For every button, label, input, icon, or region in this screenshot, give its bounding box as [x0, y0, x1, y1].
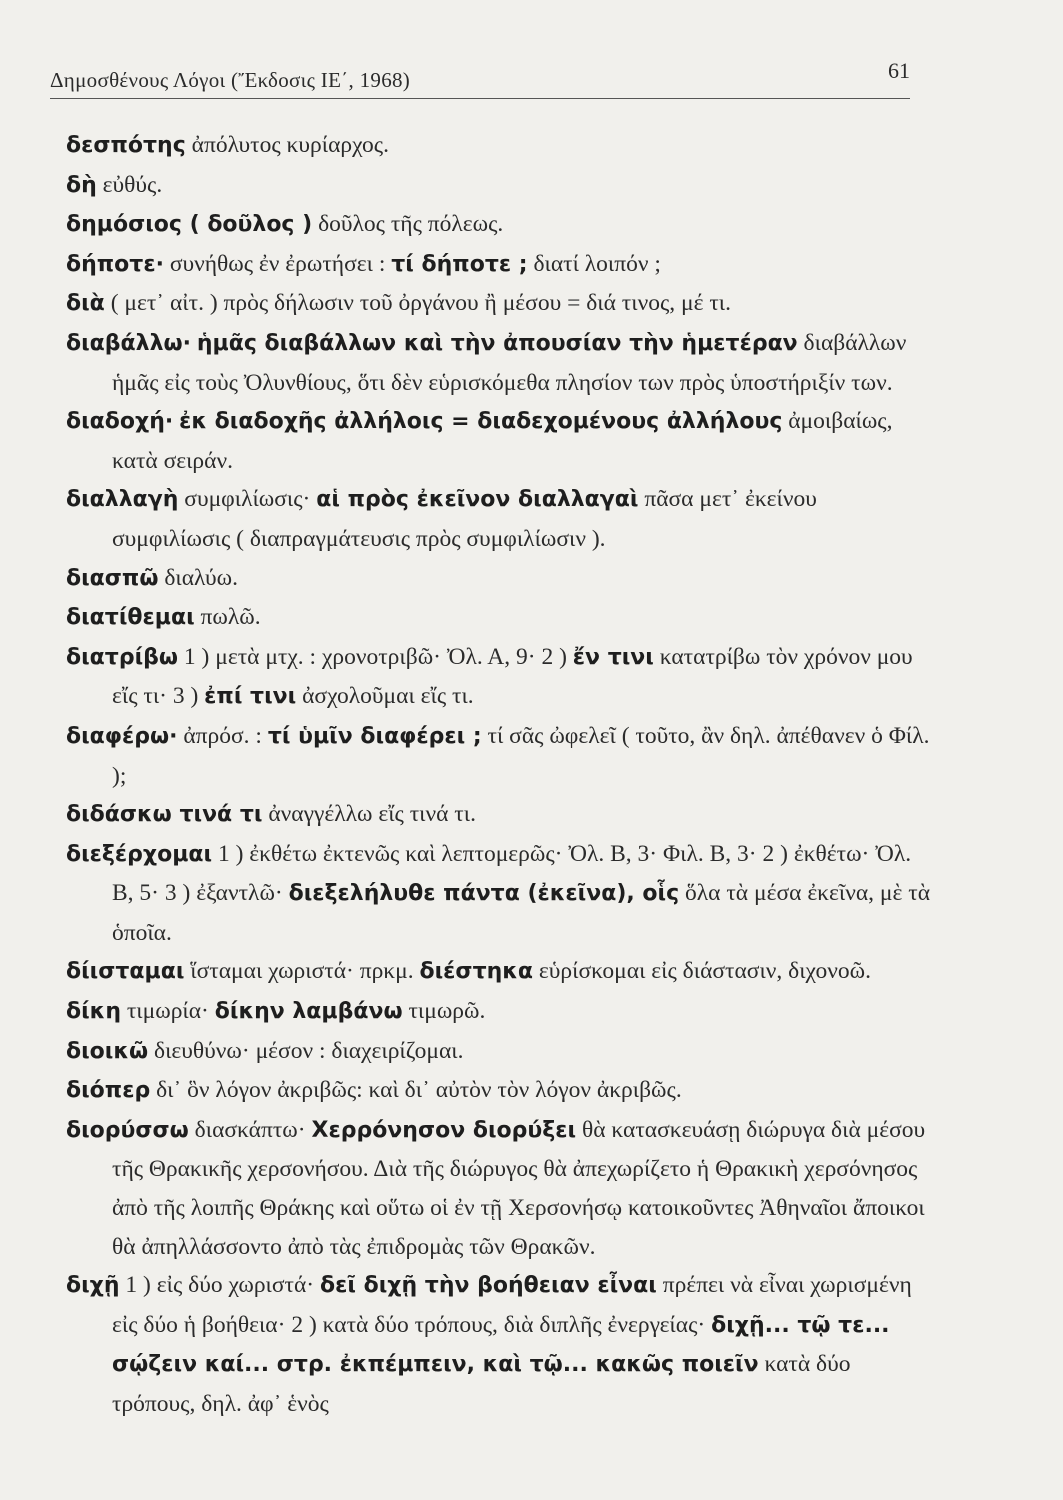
entry-definition: πρέπει νὰ εἶναι χωρισμένη εἰς δύο ἡ βοήθεια· 2 ) κατὰ δύο τρόπους, διὰ διπλῆς ἐνεργείας·	[112, 1272, 912, 1338]
glossary-entry	[66, 598, 936, 638]
entry-headword: δήποτε·	[66, 251, 164, 277]
entry-definition: ἵσταμαι χωριστά· πρκμ.	[184, 958, 420, 985]
entry-definition: διευθύνω· μέσον : διαχειρίζομαι.	[148, 1037, 464, 1064]
entry-definition: τί σᾶς ὠφελεῖ ( τοῦτο, ἂν δηλ. ἀπέθανεν ὁ Φίλ. );	[112, 722, 930, 789]
entry-definition: πωλῶ.	[194, 604, 261, 631]
entry-phrase: ἐκ διαδοχῆς ἀλλήλοις = διαδεχομένους ἀλλήλους	[179, 409, 783, 435]
entry-headword: διασπῶ	[66, 565, 159, 591]
entry-definition: δοῦλος τῆς πόλεως.	[312, 211, 504, 238]
entry-headword: διαλλαγὴ	[66, 487, 179, 513]
entry-definition: ( μετ᾽ αἰτ. ) πρὸς δήλωσιν τοῦ ὀργάνου ἢ μέσου = διά τινος, μέ τι.	[104, 290, 731, 317]
glossary-entries	[66, 126, 936, 1424]
entry-headword: δὴ	[66, 172, 97, 198]
glossary-entry	[66, 1071, 936, 1111]
entry-phrase: διχῇ... τῷ τε... σῴζειν καί... στρ. ἐκπέμπειν, καὶ τῷ... κακῶς ποιεῖν	[112, 1312, 890, 1378]
entry-definition: συνήθως ἐν ἐρωτήσει :	[163, 250, 392, 277]
entry-definition: διαβάλλων ἡμᾶς εἰς τοὺς Ὀλυνθίους, ὅτι δὲν εὑρισκόμεθα πλησίον των πρὸς ὑποστήριξίν των.	[112, 329, 907, 396]
entry-headword: διαβάλλω·	[66, 330, 191, 356]
entry-definition: διαλύω.	[158, 564, 238, 591]
entry-definition: θὰ κατασκευάσῃ διώρυγα διὰ μέσου τῆς Θρακικῆς χερσονήσου. Διὰ τῆς διώρυγος θὰ ἀπεχωρίζετο ἡ Θρακικὴ χερσόνησος ἀπὸ τῆς λοιπῆς Θράκης καὶ οὕτω οἱ ἐν τῇ Χερσονήσῳ κατοικοῦντες Ἀθηναῖοι ἄποικοι θὰ ἀπηλλάσσοντο ἀπὸ τὰς ἐπιδρομὰς τῶν Θρακῶν.	[112, 1116, 926, 1260]
entry-phrase: Χερρόνησον διορύξει	[311, 1117, 577, 1143]
entry-phrase: διέστηκα	[419, 959, 534, 985]
entry-definition: κατατρίβω τὸν χρόνον μου εἴς τι· 3 )	[112, 643, 913, 710]
entry-headword: διαφέρω·	[66, 723, 178, 749]
entry-definition: πᾶσα μετ᾽ ἐκείνου συμφιλίωσις ( διαπραγμάτευσις πρὸς συμφιλίωσιν ).	[112, 486, 817, 552]
glossary-entry	[66, 1266, 936, 1423]
glossary-entry	[66, 638, 936, 717]
entry-headword: διατρίβω	[66, 644, 179, 670]
entry-headword: διατίθεμαι	[66, 605, 195, 631]
entry-phrase: αἱ πρὸς ἐκεῖνον διαλλαγαὶ	[316, 487, 639, 513]
glossary-entry	[66, 992, 936, 1032]
entry-headword: δίκη	[66, 999, 121, 1025]
glossary-entry	[66, 126, 936, 166]
glossary-entry	[66, 1032, 936, 1072]
entry-definition: κατὰ δύο τρόπους, δηλ. ἀφ᾽ ἑνὸς	[112, 1351, 851, 1417]
entry-definition: ἀσχολοῦμαι εἴς τι.	[296, 683, 474, 710]
entry-definition: διασκάπτω·	[188, 1116, 312, 1143]
entry-definition: διατί λοιπόν ;	[527, 250, 661, 277]
glossary-entry	[66, 559, 936, 599]
entry-definition: δι᾽ ὃν λόγον ἀκριβῶς: καὶ δι᾽ αὐτὸν τὸν λόγον ἀκριβῶς.	[150, 1077, 682, 1104]
entry-phrase: ἡμᾶς διαβάλλων καὶ τὴν ἀπουσίαν τὴν ἡμετέραν	[196, 330, 798, 356]
entry-headword: διόπερ	[66, 1078, 151, 1104]
entry-headword: διὰ	[66, 291, 105, 317]
glossary-entry	[66, 795, 936, 835]
entry-definition: 1 ) ἐκθέτω ἐκτενῶς καὶ λεπτομερῶς· Ὀλ. Β, 3· Φιλ. Β, 3· 2 ) ἐκθέτω· Ὀλ. Β, 5· 3 ) ἐξαντλῶ·	[112, 840, 912, 907]
glossary-entry	[66, 166, 936, 206]
running-title: Δημοσθένους Λόγοι (Ἔκδοσις ΙΕ΄, 1968)	[50, 68, 411, 92]
entry-definition: ἀναγγέλλω εἴς τινά τι.	[262, 801, 476, 828]
glossary-entry	[66, 205, 936, 245]
entry-definition: τιμωρία·	[120, 998, 215, 1025]
entry-phrase: δίκην λαμβάνω	[214, 999, 403, 1025]
glossary-entry	[66, 284, 936, 324]
glossary-entry	[66, 245, 936, 285]
entry-definition: συμφιλίωσις·	[178, 486, 317, 513]
entry-headword: διεξέρχομαι	[66, 841, 213, 867]
entry-headword: διχῇ	[66, 1273, 120, 1299]
entry-headword: διορύσσω	[66, 1117, 189, 1143]
glossary-entry	[66, 402, 936, 480]
glossary-entry	[66, 480, 936, 558]
entry-definition: ἀμοιβαίως, κατὰ σειράν.	[112, 408, 893, 474]
entry-phrase: ἔν τινι	[572, 644, 654, 670]
glossary-entry	[66, 835, 936, 953]
entry-definition: ἀπρόσ. :	[177, 722, 268, 749]
entry-definition: εὐθύς.	[96, 171, 163, 198]
entry-definition: ὅλα τὰ μέσα ἐκεῖνα, μὲ τὰ ὁποῖα.	[112, 880, 931, 946]
entry-phrase: διεξελήλυθε πάντα (ἐκεῖνα), οἷς	[288, 881, 680, 907]
entry-definition: 1 ) εἰς δύο χωριστά·	[119, 1272, 321, 1299]
entry-headword: διαδοχή·	[66, 409, 174, 435]
entry-headword: δημόσιος ( δοῦλος )	[66, 212, 313, 238]
glossary-entry	[66, 717, 936, 795]
entry-definition: 1 ) μετὰ μτχ. : χρονοτριβῶ· Ὀλ. Α, 9· 2 )	[178, 643, 573, 670]
entry-definition: ἀπόλυτος κυρίαρχος.	[185, 132, 389, 158]
entry-headword: διδάσκω τινά τι	[66, 802, 263, 828]
entry-headword: δεσπότης	[66, 133, 186, 158]
entry-phrase: ἐπί τινι	[204, 684, 297, 710]
entry-phrase: τί δήποτε ;	[391, 251, 528, 277]
running-header	[50, 58, 910, 99]
entry-definition: εὑρίσκομαι εἰς διάστασιν, διχονοῶ.	[533, 958, 871, 985]
entry-phrase: τί ὑμῖν διαφέρει ;	[267, 723, 482, 749]
entry-headword: δίισταμαι	[66, 959, 185, 985]
glossary-entry	[66, 1111, 936, 1266]
entry-phrase: δεῖ διχῇ τὴν βοήθειαν εἶναι	[320, 1273, 657, 1299]
glossary-entry	[66, 324, 936, 402]
page-number: 61	[888, 58, 910, 83]
entry-definition: τιμωρῶ.	[402, 998, 486, 1025]
entry-headword: διοικῶ	[66, 1038, 149, 1064]
glossary-entry	[66, 952, 936, 992]
